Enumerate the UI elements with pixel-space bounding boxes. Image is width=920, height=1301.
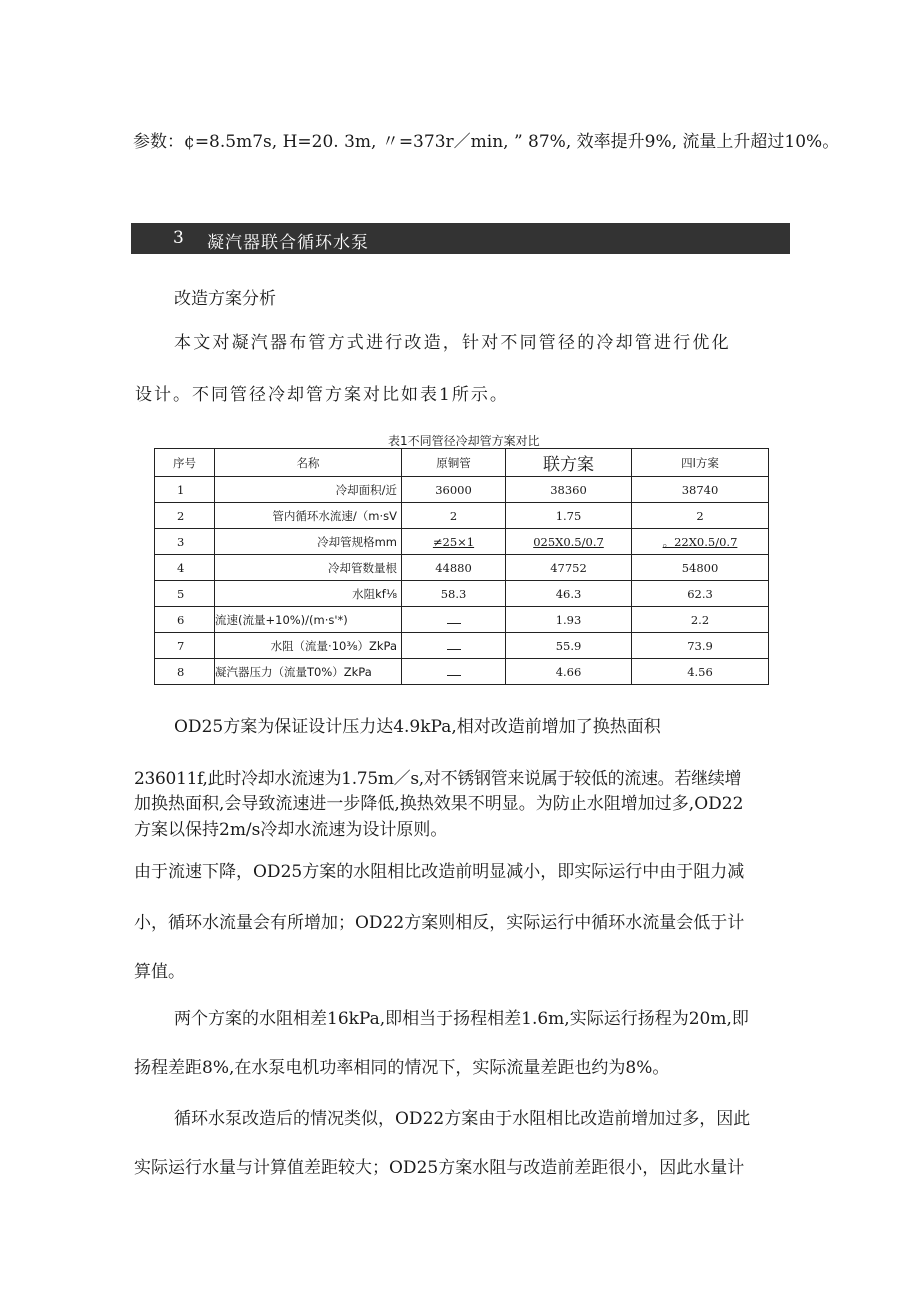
cell-original: 2 bbox=[402, 503, 506, 529]
empty-dash bbox=[447, 614, 461, 624]
table-row bbox=[155, 633, 769, 659]
para2-line-1: 由于流速下降，OD25方案的水阻相比改造前明显减小，即实际运行中由于阻力减 bbox=[134, 862, 745, 882]
table-row bbox=[155, 659, 769, 685]
subheading: 改造方案分析 bbox=[174, 289, 276, 309]
cell-scheme-b: 62.3 bbox=[632, 581, 769, 607]
intro-line-2: 设计。不同管径冷却管方案对比如表1所示。 bbox=[135, 385, 509, 405]
para1-line-3: 加换热面积,会导致流速进一步降低,换热效果不明显。为防止水阻增加过多,OD22 bbox=[134, 794, 744, 814]
cell-scheme-a: 38360 bbox=[506, 477, 632, 503]
para1-line-2: 236011f,此时冷却水流速为1.75m／s,对不锈钢管来说属于较低的流速。若继续增 bbox=[134, 769, 742, 789]
cell-scheme-a: 55.9 bbox=[506, 633, 632, 659]
empty-dash bbox=[447, 666, 461, 676]
cell-name: 水阻kf⅛ bbox=[215, 581, 402, 607]
para1-line-1: OD25方案为保证设计压力达4.9kPa,相对改造前增加了换热面积 bbox=[174, 717, 661, 737]
parameters-line: 参数：¢=8.5m7s, H=20. 3m, 〃=373r／min, ” 87%, 效率提升9%, 流量上升超过10%。 bbox=[133, 132, 840, 152]
para4-line-1: 循环水泵改造后的情况类似，OD22方案由于水阻相比改造前增加过多，因此 bbox=[174, 1109, 751, 1129]
cell-scheme-b: 38740 bbox=[632, 477, 769, 503]
cell-scheme-a: 025X0.5/0.7 bbox=[506, 529, 632, 555]
cell-scheme-a: 1.93 bbox=[506, 607, 632, 633]
table-row bbox=[155, 607, 769, 633]
cell-scheme-a: 1.75 bbox=[506, 503, 632, 529]
cell-name: 凝汽器压力（流量T0%）ZkPa bbox=[215, 659, 402, 685]
cell-index: 5 bbox=[155, 581, 215, 607]
section-number: 3 bbox=[173, 228, 184, 248]
para1-line-4: 方案以保持2m/s冷却水流速为设计原则。 bbox=[134, 820, 448, 840]
cell-scheme-b: 4.56 bbox=[632, 659, 769, 685]
cell-scheme-b: 2 bbox=[632, 503, 769, 529]
cell-name: 水阻（流量·10⅜）ZkPa bbox=[215, 633, 402, 659]
cell-name: 管内循环水流速/（m·sV bbox=[215, 503, 402, 529]
table-row bbox=[155, 555, 769, 581]
cell-index: 4 bbox=[155, 555, 215, 581]
intro-line-1: 本文对凝汽器布管方式进行改造，针对不同管径的冷却管进行优化 bbox=[174, 333, 731, 353]
cell-index: 7 bbox=[155, 633, 215, 659]
cell-name: 冷却面积/近 bbox=[215, 477, 402, 503]
table-row bbox=[155, 503, 769, 529]
empty-dash bbox=[447, 640, 461, 650]
cell-original bbox=[402, 607, 506, 633]
cell-original bbox=[402, 659, 506, 685]
para3-line-2: 扬程差距8%,在水泵电机功率相同的情况下，实际流量差距也约为8%。 bbox=[134, 1058, 670, 1078]
cell-name: 冷却管数量根 bbox=[215, 555, 402, 581]
cell-original: 44880 bbox=[402, 555, 506, 581]
cell-name: 流速(流量+10%)/(m·s'*) bbox=[215, 607, 402, 633]
header-name: 名称 bbox=[215, 449, 402, 477]
section-heading-bar bbox=[131, 223, 790, 254]
cell-scheme-a: 47752 bbox=[506, 555, 632, 581]
cell-scheme-b: 2.2 bbox=[632, 607, 769, 633]
para2-line-3: 算值。 bbox=[134, 962, 185, 982]
table-row bbox=[155, 581, 769, 607]
cell-name: 冷却管规格mm bbox=[215, 529, 402, 555]
header-scheme-a: 联方案 bbox=[506, 449, 632, 477]
cell-scheme-a: 46.3 bbox=[506, 581, 632, 607]
cell-scheme-a: 4.66 bbox=[506, 659, 632, 685]
cell-original: ≠25×1 bbox=[402, 529, 506, 555]
cell-original bbox=[402, 633, 506, 659]
table-row bbox=[155, 529, 769, 555]
cell-scheme-b: 54800 bbox=[632, 555, 769, 581]
cell-index: 3 bbox=[155, 529, 215, 555]
header-scheme-b: 四l方案 bbox=[632, 449, 769, 477]
cell-index: 1 bbox=[155, 477, 215, 503]
header-original-copper: 原铜管 bbox=[402, 449, 506, 477]
para4-line-2: 实际运行水量与计算值差距较大；OD25方案水阻与改造前差距很小，因此水量计 bbox=[134, 1158, 745, 1178]
table-caption: 表1不同管径冷却管方案对比 bbox=[388, 434, 540, 448]
cell-index: 6 bbox=[155, 607, 215, 633]
para2-line-2: 小，循环水流量会有所增加；OD22方案则相反，实际运行中循环水流量会低于计 bbox=[134, 913, 745, 933]
comparison-table bbox=[154, 448, 769, 685]
table-header-row bbox=[155, 449, 769, 477]
cell-index: 2 bbox=[155, 503, 215, 529]
section-title: 凝汽器联合循环水泵 bbox=[207, 233, 369, 253]
cell-scheme-b: 。22X0.5/0.7 bbox=[632, 529, 769, 555]
cell-scheme-b: 73.9 bbox=[632, 633, 769, 659]
header-index: 序号 bbox=[155, 449, 215, 477]
cell-original: 36000 bbox=[402, 477, 506, 503]
cell-original: 58.3 bbox=[402, 581, 506, 607]
para3-line-1: 两个方案的水阻相差16kPa,即相当于扬程相差1.6m,实际运行扬程为20m,即 bbox=[174, 1009, 749, 1029]
table-row bbox=[155, 477, 769, 503]
cell-index: 8 bbox=[155, 659, 215, 685]
